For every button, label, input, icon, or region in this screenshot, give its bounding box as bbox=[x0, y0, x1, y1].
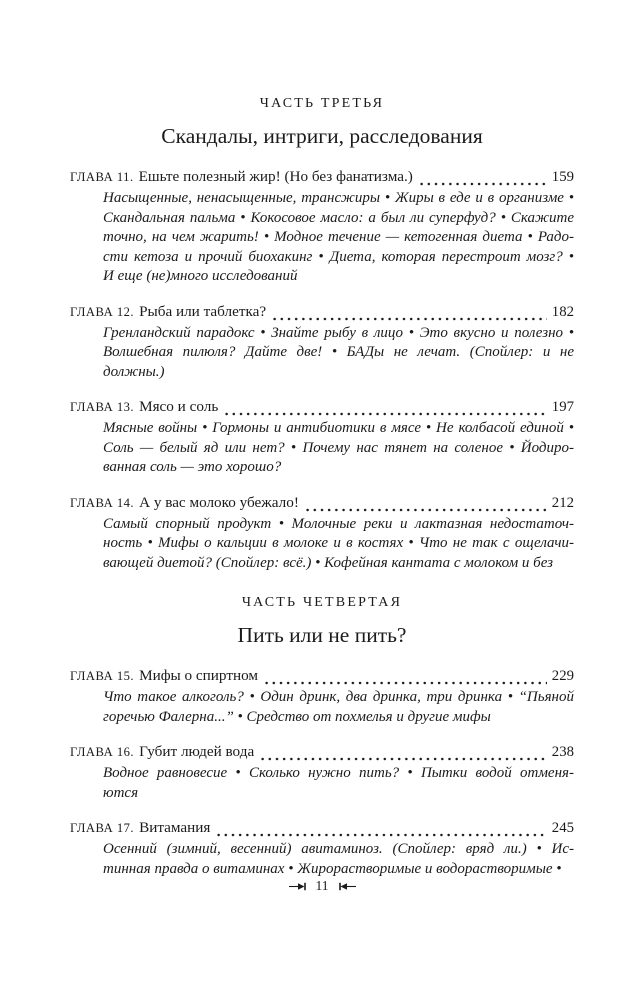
part-kicker: ЧАСТЬ ТРЕТЬЯ bbox=[259, 96, 385, 111]
chapter-entry-14 bbox=[70, 493, 574, 574]
chapter-label: ГЛАВА 13. bbox=[70, 400, 135, 414]
chapter-line bbox=[70, 666, 574, 686]
chapter-topics bbox=[103, 515, 574, 574]
chapter-page-number: 238 bbox=[551, 744, 574, 760]
chapter-line bbox=[70, 397, 574, 417]
chapter-entry-17 bbox=[70, 818, 574, 879]
part-section-three bbox=[70, 96, 574, 573]
chapter-label: ГЛАВА 15. bbox=[70, 669, 135, 683]
dot-leader bbox=[217, 825, 546, 837]
chapter-title: Мифы о спиртном bbox=[139, 667, 258, 684]
chapter-label: ГЛАВА 11. bbox=[70, 170, 134, 184]
chapter-topics bbox=[103, 419, 574, 478]
dot-leader bbox=[273, 309, 547, 321]
chapter-topics bbox=[103, 324, 574, 383]
dot-leader bbox=[265, 673, 547, 685]
chapter-topics bbox=[103, 189, 574, 287]
chapter-page-number: 245 bbox=[551, 820, 574, 836]
part-title: Пить или не пить? bbox=[237, 623, 407, 647]
topic-line: тинная правда о витаминах • Жирорастворимые и водорастворимые • bbox=[103, 860, 562, 877]
chapter-entry-15 bbox=[70, 666, 574, 727]
topic-line: ются bbox=[103, 784, 139, 801]
page-footer bbox=[0, 878, 644, 894]
chapter-label: ГЛАВА 12. bbox=[70, 304, 135, 319]
page-number-footer: 11 bbox=[315, 878, 329, 893]
topic-line: Осенний (зимний, весенний) авитаминоз. (Спойлер: вряд ли.) • Ис- bbox=[103, 841, 574, 857]
part-kicker: ЧАСТЬ ЧЕТВЕРТАЯ bbox=[241, 595, 403, 610]
topic-line: И еще (не)много исследований bbox=[103, 268, 298, 284]
chapter-title: Рыба или таблетка? bbox=[139, 302, 267, 320]
topic-line: сти кетоза и прочий биохакинг • Диета, которая перестроит мозг? • bbox=[103, 248, 574, 265]
chapter-page-number: 197 bbox=[551, 399, 574, 415]
topic-line: Гренландский парадокс • Знайте рыбу в лицо • Это вкусно и полезно • bbox=[103, 324, 574, 341]
topic-line: Самый спорный продукт • Молочные реки и лактазная недостаточ- bbox=[103, 515, 574, 532]
chapter-title: А у вас молоко убежало! bbox=[139, 493, 299, 511]
chapter-page-number: 159 bbox=[551, 169, 574, 185]
chapter-title: Губит людей вода bbox=[139, 743, 255, 760]
chapter-entry-13 bbox=[70, 397, 574, 478]
part-title: Скандалы, интриги, расследования bbox=[161, 124, 483, 148]
chapter-line bbox=[70, 493, 574, 513]
chapter-page-number: 182 bbox=[551, 303, 574, 320]
topic-line: Волшебная пилюля? Дайте две! • БАДы не лечат. (Спойлер: и не должны.) bbox=[103, 344, 574, 380]
dot-leader bbox=[420, 174, 547, 186]
chapter-label: ГЛАВА 17. bbox=[70, 821, 135, 835]
chapter-title: Витамания bbox=[139, 819, 211, 836]
footer-ornament-right-icon bbox=[335, 882, 356, 891]
topic-line: Соль — белый яд или нет? • Почему нас тянет на соленое • Йодиро- bbox=[103, 439, 574, 456]
chapter-entry-11 bbox=[70, 167, 574, 287]
part-section-four bbox=[70, 595, 574, 879]
topic-line: точно, на чем жарить! • Модное течение — кетогенная диета • Радо- bbox=[103, 229, 574, 245]
chapter-label: ГЛАВА 16. bbox=[70, 745, 135, 759]
chapter-topics bbox=[103, 688, 574, 727]
footer-ornament-left-icon bbox=[289, 882, 310, 891]
topic-line: вающей диетой? (Спойлер: всё.) • Кофейная кантата с молоком и без bbox=[103, 554, 554, 571]
chapter-page-number: 229 bbox=[551, 668, 574, 684]
chapter-page-number: 212 bbox=[551, 494, 574, 511]
chapter-line bbox=[70, 818, 574, 838]
chapter-label: ГЛАВА 14. bbox=[70, 495, 135, 510]
chapter-title: Мясо и соль bbox=[139, 398, 219, 415]
topic-line: горечью Фалерна...” • Средство от похмелья и другие мифы bbox=[103, 708, 491, 725]
topic-line: Насыщенные, ненасыщенные, трансжиры • Жиры в еде и в организме • bbox=[103, 190, 574, 206]
chapter-line bbox=[70, 742, 574, 762]
topic-line: ванная соль — это хорошо? bbox=[103, 459, 282, 475]
chapter-line bbox=[70, 302, 574, 322]
chapter-line bbox=[70, 167, 574, 187]
chapter-topics bbox=[103, 840, 574, 879]
dot-leader bbox=[225, 404, 547, 416]
dot-leader bbox=[261, 749, 547, 761]
topic-line: Водное равновесие • Сколько нужно пить? • Пытки водой отменя- bbox=[103, 765, 574, 781]
chapter-topics bbox=[103, 764, 574, 803]
topic-line: Что такое алкоголь? • Один дринк, два дринка, три дринка • “Пьяной bbox=[103, 689, 574, 705]
topic-line: Мясные войны • Гормоны и антибиотики в мясе • Не колбасой единой • bbox=[103, 420, 574, 436]
topic-line: Скандальная пальма • Кокосовое масло: а был ли суперфуд? • Скажите bbox=[103, 209, 574, 226]
table-of-contents bbox=[70, 96, 574, 879]
chapter-entry-16 bbox=[70, 742, 574, 803]
chapter-entry-12 bbox=[70, 302, 574, 383]
topic-line: ность • Мифы о кальции в молоке и в костях • Что не так с ощелачи- bbox=[103, 535, 574, 551]
dot-leader bbox=[306, 500, 547, 512]
chapter-title: Ешьте полезный жир! (Но без фанатизма.) bbox=[138, 168, 413, 185]
